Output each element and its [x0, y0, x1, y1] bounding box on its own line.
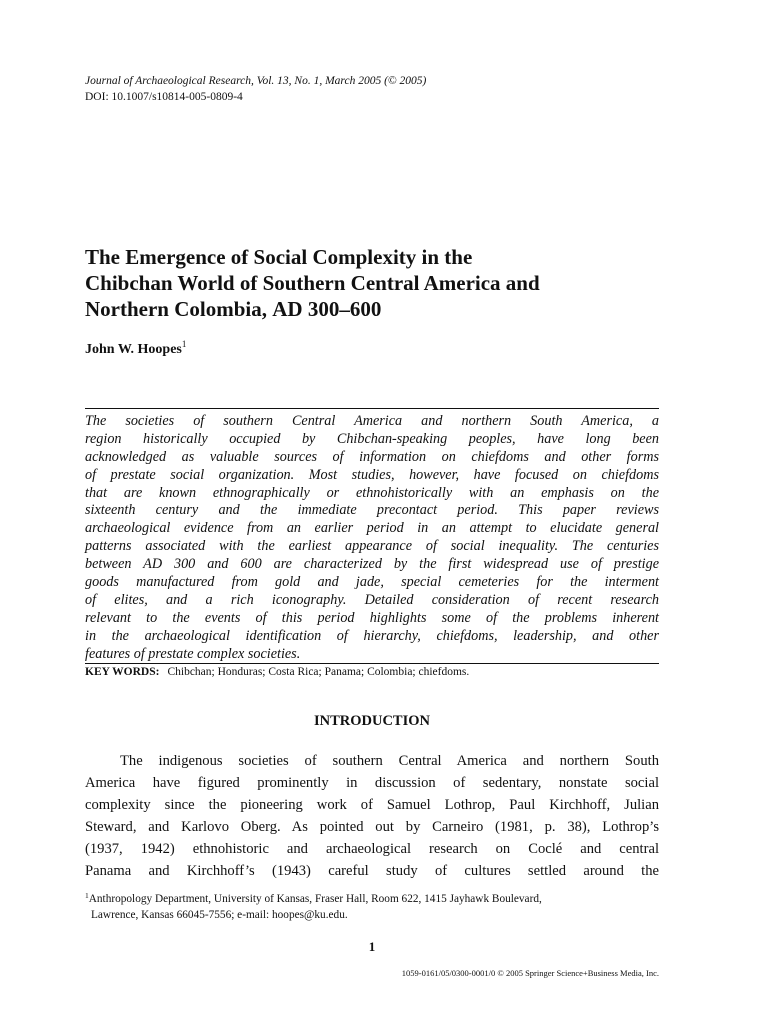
abstract-line: sixteenth century and the immediate precontact period. This paper reviews — [85, 502, 659, 519]
body-line: Steward, and Karlovo Oberg. As pointed out by Carneiro (1981, p. 38), Lothrop’s — [85, 819, 659, 835]
body-line: The indigenous societies of southern Central America and northern South — [120, 753, 659, 769]
abstract-line: archaeological evidence from an earlier period in an attempt to elucidate general — [85, 520, 659, 537]
title-era: AD — [272, 297, 303, 321]
keywords-label: KEY WORDS: — [85, 666, 160, 678]
title-line-1: The Emergence of Social Complexity in the — [85, 245, 473, 269]
footnote-text-1: Anthropology Department, University of Kansas, Fraser Hall, Room 622, 1415 Jayhawk Boulevard, — [88, 893, 542, 905]
author-footnote-mark: 1 — [181, 339, 187, 349]
abstract-line: that are known ethnographically or ethnohistorically with an emphasis on the — [85, 484, 659, 501]
abstract-line: relevant to the events of this period highlights some of the problems inherent — [85, 609, 659, 626]
section-heading: INTRODUCTION — [313, 713, 430, 729]
copyright-line: 1059-0161/05/0300-0001/0 © 2005 Springer Science+Business Media, Inc. — [401, 968, 659, 978]
page-number: 1 — [368, 939, 376, 954]
abstract-line: acknowledged as valuable sources of information on chiefdoms and other forms — [85, 448, 659, 465]
body-line: (1937, 1942) ethnohistoric and archaeological research on Coclé and central — [85, 841, 659, 857]
abstract-line: of prestate social organization. Most studies, however, have focused on chiefdoms — [85, 466, 659, 483]
footnote-mark: 1 — [85, 891, 89, 900]
keywords — [85, 666, 469, 678]
body-line: America have figured prominently in discussion of sedentary, nonstate social — [85, 775, 659, 791]
body-line: complexity since the pioneering work of Samuel Lothrop, Paul Kirchhoff, Julian — [85, 797, 659, 813]
journal-citation: Journal of Archaeological Research, Vol. 13, No. 1, March 2005 (© 2005) — [85, 75, 427, 87]
abstract-line: features of prestate complex societies. — [85, 645, 301, 662]
article-title — [85, 244, 659, 322]
footnote-line-1 — [85, 888, 659, 908]
author-name-text: John W. Hoopes — [85, 342, 182, 357]
title-line-2: Chibchan World of Southern Central America and — [85, 271, 540, 295]
abstract-line: of elites, and a rich iconography. Detailed consideration of recent research — [85, 591, 659, 608]
abstract — [85, 413, 659, 663]
title-line-3 — [85, 296, 659, 322]
footnote — [85, 888, 659, 923]
footnote-line-2: Lawrence, Kansas 66045-7556; e-mail: hoopes@ku.edu. — [91, 908, 348, 921]
abstract-bottom-rule — [85, 663, 659, 664]
abstract-line: goods manufactured from gold and jade, special cemeteries for the interment — [85, 574, 659, 591]
author-name — [85, 339, 186, 358]
body-line: Panama and Kirchhoff’s (1943) careful study of cultures settled around the — [85, 863, 659, 879]
doi-line: DOI: 10.1007/s10814-005-0809-4 — [85, 91, 243, 103]
abstract-line: in the archaeological identification of hierarchy, chiefdoms, leadership, and other — [85, 627, 659, 644]
keywords-value: Chibchan; Honduras; Costa Rica; Panama; Colombia; chiefdoms. — [167, 666, 470, 678]
abstract-line: The societies of southern Central America and northern South America, a — [85, 413, 659, 429]
abstract-line: region historically occupied by Chibchan-speaking peoples, have long been — [85, 430, 659, 447]
abstract-line: patterns associated with the earliest appearance of social inequality. The centuries — [85, 538, 659, 555]
title-years: 300–600 — [302, 297, 382, 321]
abstract-top-rule — [85, 408, 659, 409]
abstract-line: between AD 300 and 600 are characterized by the first widespread use of prestige — [85, 556, 659, 573]
title-line-3-main: Northern Colombia, — [85, 297, 273, 321]
body-text — [85, 750, 659, 882]
